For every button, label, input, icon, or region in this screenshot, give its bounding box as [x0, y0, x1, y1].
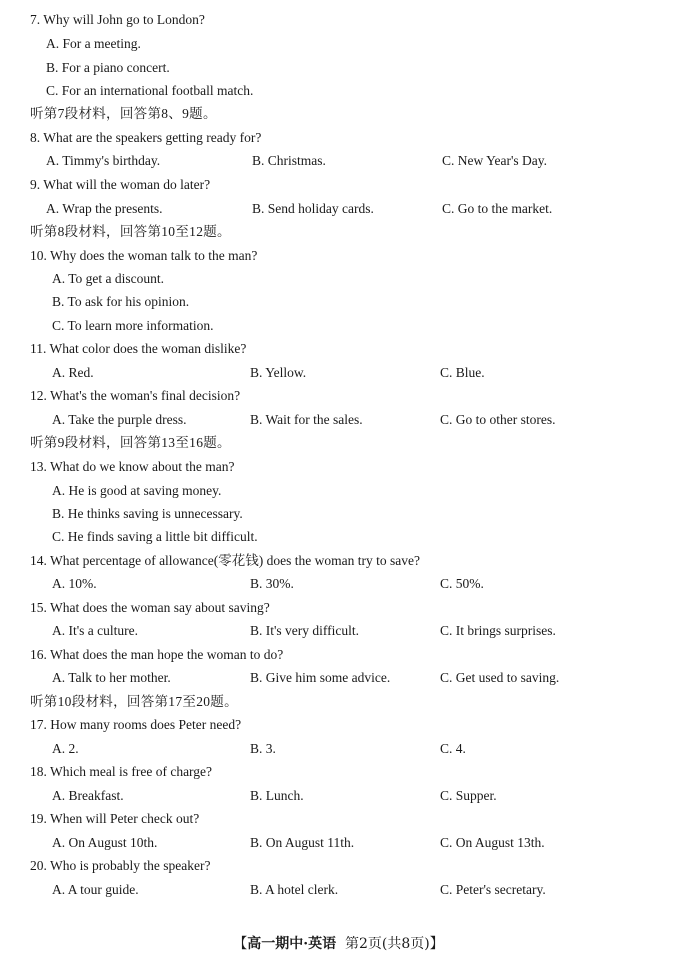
- footer-title: 高一期中·英语: [247, 936, 337, 952]
- q19-options: [52, 833, 677, 853]
- q8-option-b: B. Christmas.: [252, 153, 326, 168]
- question-10: 10. Why does the woman talk to the man?: [30, 248, 258, 263]
- question-18: 18. Which meal is free of charge?: [30, 764, 213, 779]
- q14-option-c: C. 50%.: [440, 576, 484, 591]
- q19-option-a: A. On August 10th.: [52, 835, 158, 850]
- question-20: 20. Who is probably the speaker?: [30, 858, 211, 873]
- q10-option-b: B. To ask for his opinion.: [52, 294, 190, 309]
- q8-options: [46, 151, 676, 171]
- q11-option-c: C. Blue.: [440, 365, 485, 380]
- q14-option-b: B. 30%.: [250, 576, 294, 591]
- q15-option-a: A. It's a culture.: [52, 623, 139, 638]
- q16-options: [52, 668, 677, 688]
- q17-option-c: C. 4.: [440, 741, 466, 756]
- q7-option-a: A. For a meeting.: [46, 36, 141, 51]
- q16-option-a: A. Talk to her mother.: [52, 670, 171, 685]
- q11-option-a: A. Red.: [52, 365, 94, 380]
- q9-option-c: C. Go to the market.: [442, 201, 553, 216]
- q15-option-c: C. It brings surprises.: [440, 623, 556, 638]
- question-15: 15. What does the woman say about saving?: [30, 600, 270, 615]
- q20-options: [52, 880, 677, 900]
- question-12: 12. What's the woman's final decision?: [30, 388, 241, 403]
- footer-bracket-close: 】: [429, 936, 444, 952]
- question-8: 8. What are the speakers getting ready for?: [30, 130, 262, 145]
- q12-option-c: C. Go to other stores.: [440, 412, 556, 427]
- q15-option-b: B. It's very difficult.: [250, 623, 360, 638]
- q18-option-c: C. Supper.: [440, 788, 497, 803]
- q18-options: [52, 786, 677, 806]
- q7-option-b: B. For a piano concert.: [46, 60, 170, 75]
- q7-option-c: C. For an international football match.: [46, 83, 254, 98]
- question-19: 19. When will Peter check out?: [30, 811, 200, 826]
- q9-option-b: B. Send holiday cards.: [252, 201, 374, 216]
- question-9: 9. What will the woman do later?: [30, 177, 211, 192]
- q11-option-b: B. Yellow.: [250, 365, 307, 380]
- q13-option-c: C. He finds saving a little bit difficult.: [52, 529, 258, 544]
- q12-option-b: B. Wait for the sales.: [250, 412, 363, 427]
- q8-option-a: A. Timmy's birthday.: [46, 153, 161, 168]
- q11-options: [52, 363, 677, 383]
- footer-bracket-open: 【: [233, 936, 248, 952]
- q19-option-c: C. On August 13th.: [440, 835, 545, 850]
- question-17: 17. How many rooms does Peter need?: [30, 717, 242, 732]
- q17-options: [52, 739, 677, 759]
- section-instruction-7: 听第7段材料，回答第8、9题。: [30, 106, 217, 121]
- section-instruction-9: 听第9段材料，回答第13至16题。: [30, 435, 231, 450]
- q16-option-b: B. Give him some advice.: [250, 670, 391, 685]
- footer-page-number: 第2页(共8页): [345, 936, 430, 952]
- q15-options: [52, 621, 677, 641]
- q10-option-a: A. To get a discount.: [52, 271, 165, 286]
- q16-option-c: C. Get used to saving.: [440, 670, 560, 685]
- q18-option-a: A. Breakfast.: [52, 788, 124, 803]
- q9-option-a: A. Wrap the presents.: [46, 201, 163, 216]
- q12-options: [52, 410, 677, 430]
- question-14: 14. What percentage of allowance(零花钱) does the woman try to save?: [30, 553, 420, 568]
- q9-options: [46, 199, 676, 219]
- section-instruction-8: 听第8段材料，回答第10至12题。: [30, 224, 231, 239]
- q8-option-c: C. New Year's Day.: [442, 153, 548, 168]
- q20-option-b: B. A hotel clerk.: [250, 882, 339, 897]
- q20-option-a: A. A tour guide.: [52, 882, 139, 897]
- q13-option-a: A. He is good at saving money.: [52, 483, 222, 498]
- q17-option-b: B. 3.: [250, 741, 276, 756]
- q14-option-a: A. 10%.: [52, 576, 97, 591]
- q17-option-a: A. 2.: [52, 741, 79, 756]
- page-footer: [0, 934, 677, 954]
- q13-option-b: B. He thinks saving is unnecessary.: [52, 506, 243, 521]
- section-instruction-10: 听第10段材料，回答第17至20题。: [30, 694, 238, 709]
- q12-option-a: A. Take the purple dress.: [52, 412, 187, 427]
- question-16: 16. What does the man hope the woman to do?: [30, 647, 284, 662]
- q10-option-c: C. To learn more information.: [52, 318, 214, 333]
- q20-option-c: C. Peter's secretary.: [440, 882, 546, 897]
- q14-options: [52, 574, 677, 594]
- question-7: 7. Why will John go to London?: [30, 12, 205, 27]
- q18-option-b: B. Lunch.: [250, 788, 304, 803]
- question-11: 11. What color does the woman dislike?: [30, 341, 247, 356]
- q19-option-b: B. On August 11th.: [250, 835, 355, 850]
- question-13: 13. What do we know about the man?: [30, 459, 235, 474]
